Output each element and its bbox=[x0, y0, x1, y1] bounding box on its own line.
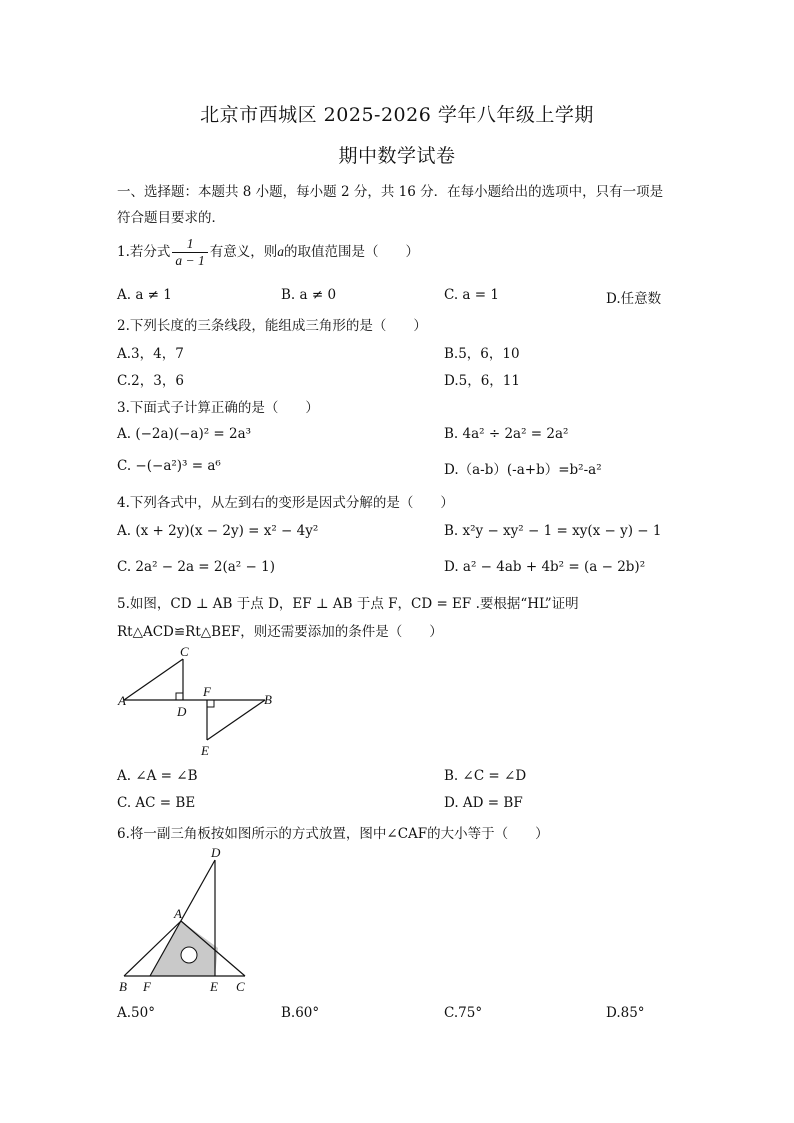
q6-label-e: E bbox=[210, 979, 218, 994]
section-header-line2: 符合题目要求的． bbox=[117, 210, 225, 226]
q2-option-b[interactable]: B.5，6，10 bbox=[444, 346, 520, 362]
q6-option-d[interactable]: D.85° bbox=[606, 1005, 645, 1021]
q2-option-a[interactable]: A.3，4，7 bbox=[117, 346, 184, 362]
q1-stem-post: 有意义，则 bbox=[209, 244, 278, 260]
question-2-stem: 2.下列长度的三条线段，能组成三角形的是（ ） bbox=[117, 318, 427, 334]
q4-option-c[interactable]: C. 2a² − 2a = 2(a² − 1) bbox=[117, 559, 275, 575]
q1-option-c[interactable]: C. a = 1 bbox=[444, 287, 499, 303]
q6-figure bbox=[110, 844, 260, 999]
q5-option-c[interactable]: C. AC = BE bbox=[117, 795, 196, 811]
q5-label-d: D bbox=[177, 704, 187, 719]
q5-segment-ac bbox=[124, 659, 183, 700]
q6-triangle-hole bbox=[181, 947, 197, 963]
q6-option-a[interactable]: A.50° bbox=[117, 1005, 155, 1021]
section-header-line1: 一、选择题：本题共 8 小题，每小题 2 分，共 16 分．在每小题给出的选项中，只有一项是 bbox=[117, 184, 664, 200]
q1-fraction-numerator: 1 bbox=[186, 236, 194, 251]
q1-option-a[interactable]: A. a ≠ 1 bbox=[117, 287, 172, 303]
q1-variable: a bbox=[277, 244, 285, 259]
q4-option-a[interactable]: A. (x + 2y)(x − 2y) = x² − 4y² bbox=[117, 523, 319, 539]
q5-segment-eb bbox=[207, 700, 265, 740]
q1-fraction-denominator: a − 1 bbox=[172, 252, 207, 269]
q1-stem-pre: 1.若分式 bbox=[117, 244, 171, 260]
q5-label-f: F bbox=[203, 684, 211, 699]
q1-stem-post2: 的取值范围是（ ） bbox=[284, 244, 420, 260]
exam-title-line1: 北京市西城区 2025-2026 学年八年级上学期 bbox=[200, 104, 594, 126]
q4-option-d[interactable]: D. a² − 4ab + 4b² = (a − 2b)² bbox=[444, 559, 646, 575]
q3-option-d[interactable]: D.（a-b）(-a+b）=b²-a² bbox=[444, 462, 602, 478]
q5-figure bbox=[110, 642, 290, 760]
question-1-stem bbox=[117, 236, 419, 269]
q5-label-b: B bbox=[264, 692, 272, 707]
question-3-stem: 3.下面式子计算正确的是（ ） bbox=[117, 400, 319, 416]
q2-option-c[interactable]: C.2，3，6 bbox=[117, 373, 184, 389]
q6-label-d: D bbox=[211, 845, 221, 860]
q4-option-b[interactable]: B. x²y − xy² − 1 = xy(x − y) − 1 bbox=[444, 523, 662, 539]
q5-label-c: C bbox=[180, 644, 189, 659]
q3-option-b[interactable]: B. 4a² ÷ 2a² = 2a² bbox=[444, 426, 569, 442]
question-4-stem: 4.下列各式中，从左到右的变形是因式分解的是（ ） bbox=[117, 495, 454, 511]
q2-option-d[interactable]: D.5，6，11 bbox=[444, 373, 520, 389]
q5-option-a[interactable]: A. ∠A = ∠B bbox=[117, 768, 198, 784]
q6-option-c[interactable]: C.75° bbox=[444, 1005, 483, 1021]
q5-right-angle-d bbox=[176, 693, 183, 700]
q6-label-f: F bbox=[143, 979, 151, 994]
question-5-stem-line2: Rt△ACD≌Rt△BEF，则还需要添加的条件是（ ） bbox=[117, 624, 443, 640]
q3-option-a[interactable]: A. (−2a)(−a)² = 2a³ bbox=[117, 426, 252, 442]
exam-title-line2: 期中数学试卷 bbox=[338, 145, 456, 167]
q5-option-b[interactable]: B. ∠C = ∠D bbox=[444, 768, 527, 784]
q3-option-c[interactable]: C. −(−a²)³ = a⁶ bbox=[117, 458, 221, 474]
question-5-stem-line1: 5.如图，CD ⊥ AB 于点 D，EF ⊥ AB 于点 F，CD = EF .要根据“HL”证明 bbox=[117, 596, 579, 612]
q6-label-a: A bbox=[174, 906, 182, 921]
q1-option-d[interactable]: D.任意数 bbox=[606, 291, 662, 307]
question-6-stem: 6.将一副三角板按如图所示的方式放置，图中∠CAF的大小等于（ ） bbox=[117, 826, 549, 842]
q5-option-d[interactable]: D. AD = BF bbox=[444, 795, 523, 811]
q5-label-e: E bbox=[201, 743, 209, 758]
q6-label-b: B bbox=[119, 979, 127, 994]
q5-right-angle-f bbox=[207, 700, 214, 707]
q1-fraction bbox=[172, 236, 207, 269]
q6-label-c: C bbox=[236, 979, 245, 994]
q5-label-a: A bbox=[118, 693, 126, 708]
q6-option-b[interactable]: B.60° bbox=[281, 1005, 320, 1021]
q1-option-b[interactable]: B. a ≠ 0 bbox=[281, 287, 337, 303]
